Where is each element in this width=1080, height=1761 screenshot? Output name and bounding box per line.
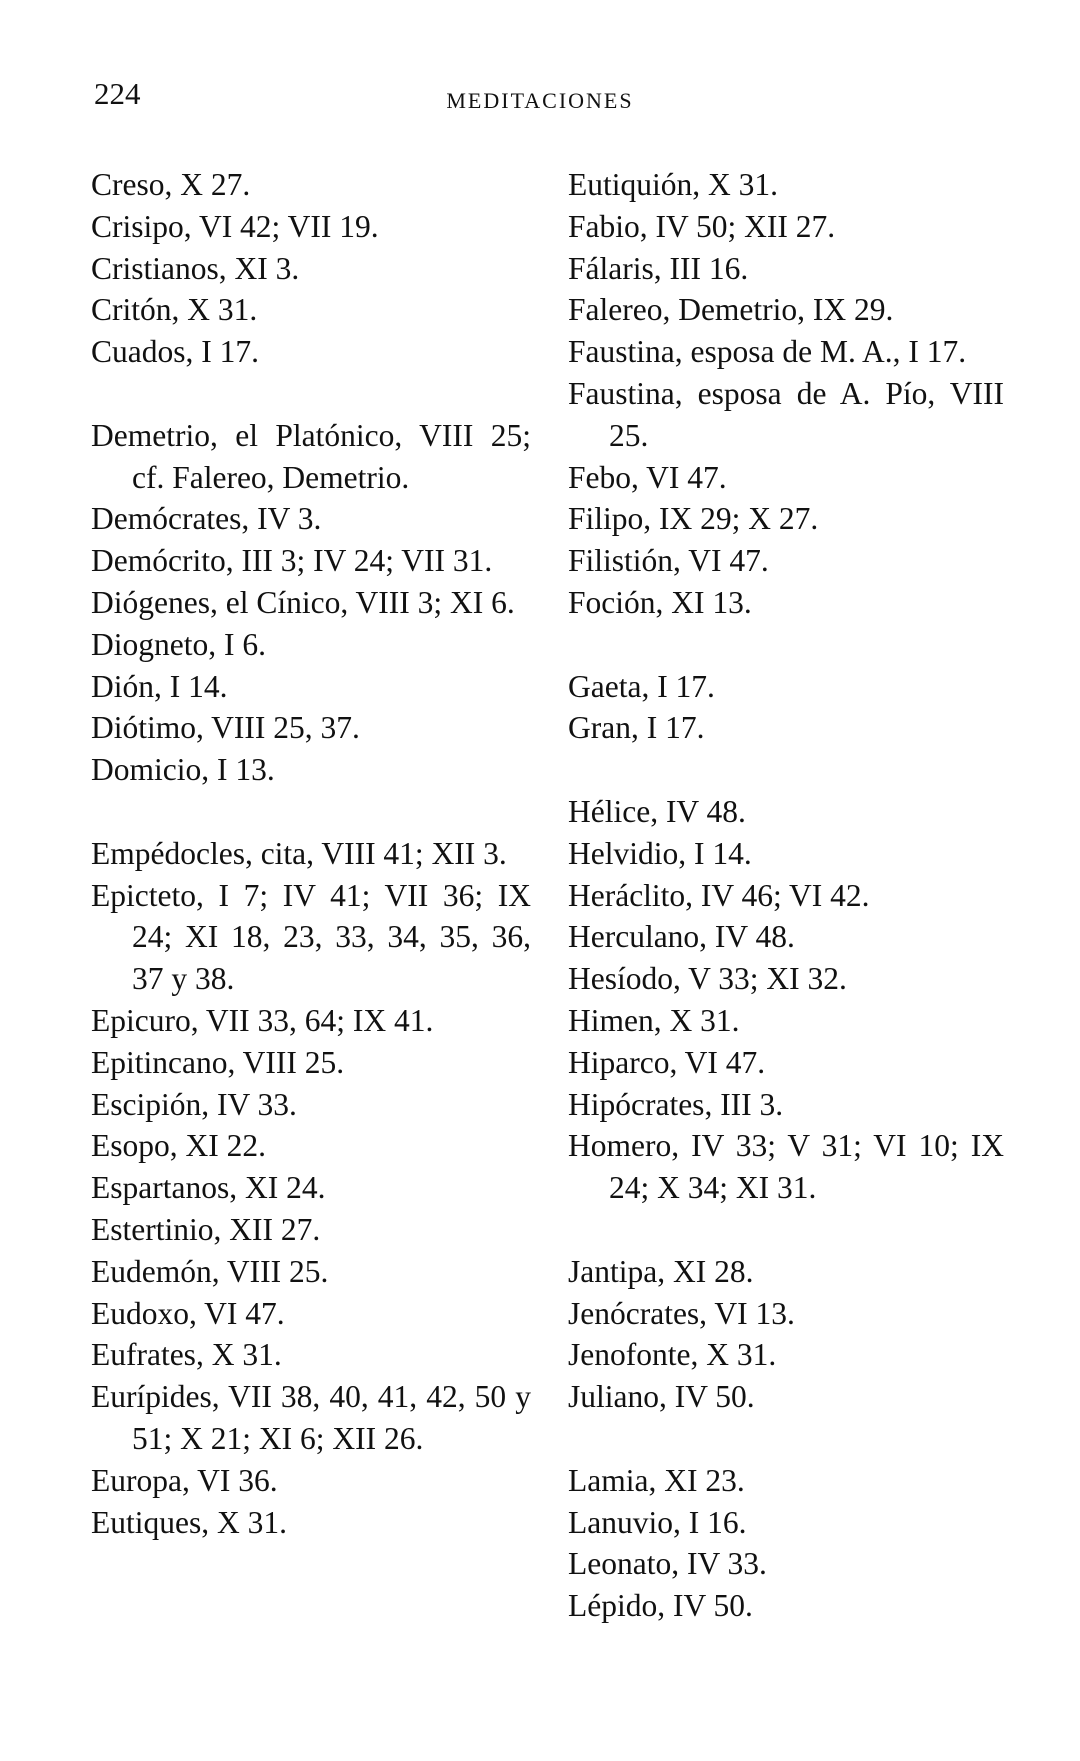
running-title: MEDITACIONES [446, 88, 634, 113]
index-entry: Hipócrates, III 3. [568, 1086, 784, 1122]
index-entry: Faustina, esposa de A. Pío, VIII 25. [568, 375, 1004, 453]
index-entry: Demócrates, IV 3. [91, 501, 322, 537]
index-entry: Dión, I 14. [91, 668, 228, 704]
index-entry: Estertinio, XII 27. [91, 1211, 321, 1247]
group-gap [568, 749, 1004, 791]
index-entry: Eudemón, VIII 25. [91, 1253, 329, 1289]
index-column-left [91, 164, 531, 1543]
index-entry: Critón, X 31. [91, 292, 258, 328]
index-entry: Crisipo, VI 42; VII 19. [91, 208, 379, 244]
index-entry: Creso, X 27. [91, 167, 251, 202]
index-entry: Fálaris, III 16. [568, 250, 749, 286]
index-entry: Epitincano, VIII 25. [91, 1044, 345, 1080]
index-entry: Febo, VI 47. [568, 459, 727, 495]
group-gap [568, 1418, 1004, 1460]
group-gap [91, 791, 531, 833]
index-entry: Eufrates, X 31. [91, 1337, 282, 1373]
index-entry: Escipión, IV 33. [91, 1086, 297, 1122]
index-entry: Gaeta, I 17. [568, 668, 715, 704]
index-entry: Hiparco, VI 47. [568, 1044, 766, 1080]
index-entry: Lamia, XI 23. [568, 1462, 745, 1498]
index-entry: Gran, I 17. [568, 710, 705, 746]
index-entry: Demócrito, III 3; IV 24; VII 31. [91, 543, 493, 579]
index-entry: Juliano, IV 50. [568, 1379, 755, 1415]
index-entry: Jenofonte, X 31. [568, 1337, 777, 1373]
index-entry: Heráclito, IV 46; VI 42. [568, 877, 870, 913]
index-entry: Leonato, IV 33. [568, 1546, 767, 1582]
index-entry: Domicio, I 13. [91, 752, 275, 788]
index-entry: Eudoxo, VI 47. [91, 1295, 285, 1331]
index-entry: Lépido, IV 50. [568, 1588, 753, 1624]
index-entry: Herculano, IV 48. [568, 919, 795, 955]
index-entry: Himen, X 31. [568, 1002, 740, 1038]
index-entry: Eutiquión, X 31. [568, 167, 778, 202]
index-entry: Faustina, esposa de M. A., I 17. [568, 334, 967, 370]
page-number: 224 [94, 76, 141, 111]
index-entry: Eutiques, X 31. [91, 1504, 287, 1540]
index-entry: Homero, IV 33; V 31; VI 10; IX 24; X 34; XI 31. [568, 1128, 1004, 1206]
index-entry: Diógenes, el Cínico, VIII 3; XI 6. [91, 584, 515, 620]
index-entry: Eurípides, VII 38, 40, 41, 42, 50 y 51; X 21; XI 6; XII 26. [91, 1379, 531, 1456]
index-entry: Jantipa, XI 28. [568, 1253, 754, 1289]
index-column-right [568, 164, 1004, 1627]
index-entry: Hesíodo, V 33; XI 32. [568, 961, 847, 997]
index-entry: Demetrio, el Platónico, VIII 25; cf. Falereo, Demetrio. [91, 417, 531, 495]
index-entry: Diogneto, I 6. [91, 626, 266, 662]
index-entry: Europa, VI 36. [91, 1462, 278, 1498]
index-entry: Epicteto, I 7; IV 41; VII 36; IX 24; XI 18, 23, 33, 34, 35, 36, 37 y 38. [91, 877, 531, 997]
index-entry: Espartanos, XI 24. [91, 1170, 326, 1206]
index-entry: Hélice, IV 48. [568, 793, 746, 829]
index-entry: Fabio, IV 50; XII 27. [568, 208, 836, 244]
index-entry: Helvidio, I 14. [568, 835, 752, 871]
group-gap [568, 1209, 1004, 1251]
index-entry: Filistión, VI 47. [568, 543, 769, 579]
index-entry: Jenócrates, VI 13. [568, 1295, 795, 1331]
index-entry: Falereo, Demetrio, IX 29. [568, 292, 894, 328]
index-entry: Esopo, XI 22. [91, 1128, 266, 1164]
index-entry: Lanuvio, I 16. [568, 1504, 747, 1540]
group-gap [91, 373, 531, 415]
index-entry: Cuados, I 17. [91, 334, 259, 370]
index-entry: Filipo, IX 29; X 27. [568, 501, 819, 537]
index-entry: Empédocles, cita, VIII 41; XII 3. [91, 835, 507, 871]
index-entry: Foción, XI 13. [568, 584, 752, 620]
index-entry: Diótimo, VIII 25, 37. [91, 710, 360, 746]
index-entry: Epicuro, VII 33, 64; IX 41. [91, 1002, 434, 1038]
group-gap [568, 624, 1004, 666]
index-entry: Cristianos, XI 3. [91, 250, 300, 286]
